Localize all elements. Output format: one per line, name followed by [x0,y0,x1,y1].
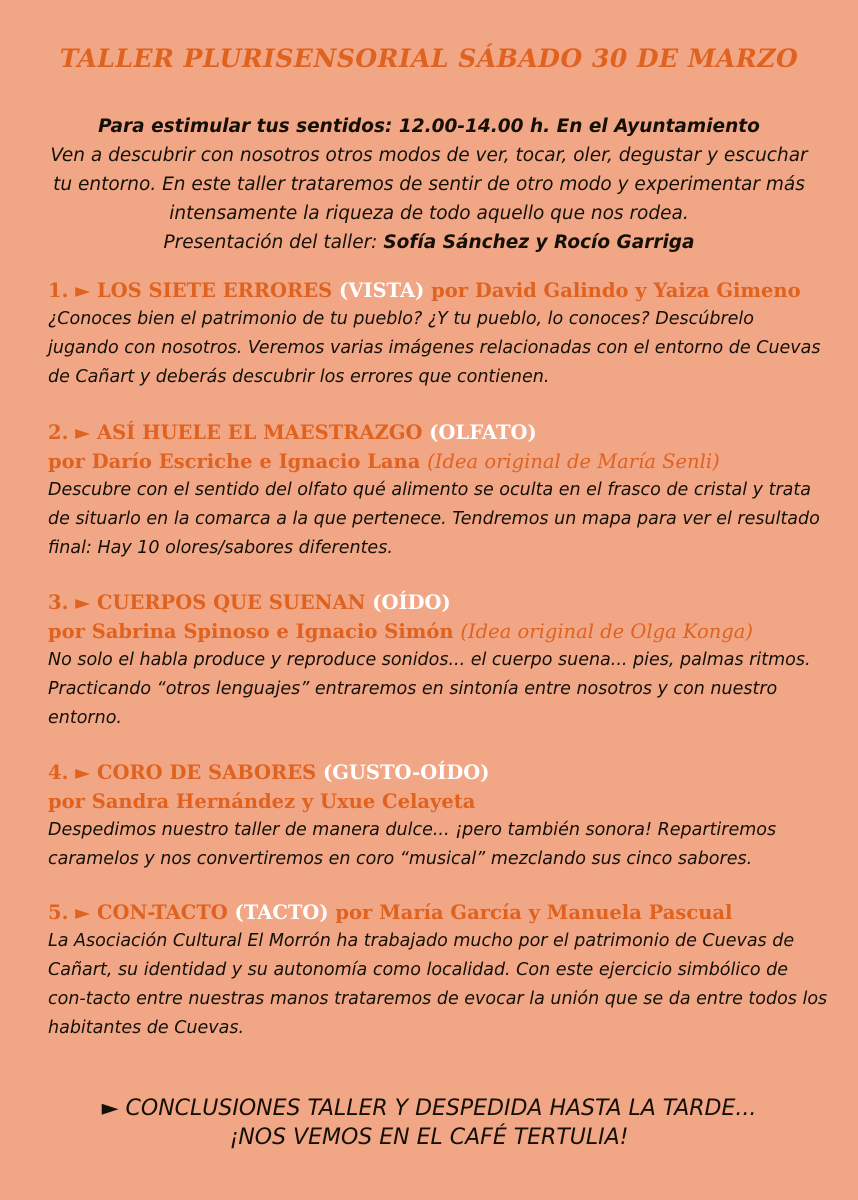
section-subheading [48,787,828,816]
section-number: 2. [48,421,69,444]
section-authors: por Sandra Hernández y Uxue Celayeta [48,790,476,813]
section-heading [48,276,828,305]
arrow-icon: ► [75,591,91,614]
section-sense: (VISTA) [338,279,425,302]
closing-line-2: ¡NOS VEMOS EN EL CAFÉ TERTULIA! [229,1125,629,1150]
section-number: 3. [48,591,69,614]
arrow-icon: ► [75,279,91,302]
intro-presentation [40,228,818,257]
section-heading [48,418,828,447]
arrow-icon: ► [75,421,91,444]
closing-text: CONCLUSIONES TALLER Y DESPEDIDA HASTA LA TARDE... [125,1096,757,1121]
section-idea: (Idea original de Olga Konga) [460,620,753,643]
closing-block [0,1094,858,1152]
section-number: 5. [48,901,69,924]
section-authors: por María García y Manuela Pascual [335,901,733,924]
section-sense: (GUSTO-OÍDO) [323,761,490,784]
section-authors: por Sabrina Spinoso e Ignacio Simón [48,620,454,643]
section-number: 1. [48,279,69,302]
arrow-icon: ► [75,901,91,924]
section-body: No solo el habla produce y reproduce sonidos... el cuerpo suena... pies, palmas ritmos. Practicando “otros lenguajes” entraremos en sintonía entre nosotros y con nuestro entorno. [48,650,811,728]
section-subheading [48,617,828,646]
poster-title: TALLER PLURISENSORIAL SÁBADO 30 DE MARZO [59,44,799,73]
presenters: Sofía Sánchez y Rocío Garriga [383,232,695,253]
section-olfato [48,418,828,563]
arrow-icon: ► [101,1096,119,1121]
section-title: ASÍ HUELE EL MAESTRAZGO [96,421,423,444]
section-oido [48,588,828,733]
section-authors: por David Galindo y Yaiza Gimeno [431,279,801,302]
section-title: CON-TACTO [96,901,228,924]
section-vista [48,276,828,392]
section-heading [48,898,828,927]
section-title: CUERPOS QUE SUENAN [96,591,366,614]
section-number: 4. [48,761,69,784]
section-body: La Asociación Cultural El Morrón ha trabajado mucho por el patrimonio de Cuevas de Cañart, su identidad y su autonomía como localidad. Con este ejercicio simbólico de con-tacto entre nuestras manos trataremos de evocar la unión que se da entre todos los habitantes de Cuevas. [48,931,828,1038]
section-heading [48,588,828,617]
section-tacto [48,898,828,1043]
section-idea: (Idea original de María Senli) [427,450,720,473]
section-sense: (TACTO) [234,901,329,924]
intro-lead: Para estimular tus sentidos: 12.00-14.00 h. En el Ayuntamiento [98,116,760,137]
section-gusto-oido [48,758,828,874]
section-heading [48,758,828,787]
intro-block [40,112,818,257]
section-sense: (OLFATO) [429,421,537,444]
section-title: LOS SIETE ERRORES [96,279,333,302]
section-title: CORO DE SABORES [96,761,317,784]
arrow-icon: ► [75,761,91,784]
intro-text: Ven a descubrir con nosotros otros modos de ver, tocar, oler, degustar y escuchar tu entorno. En este taller trataremos de sentir de otro modo y experimentar más intensamente la riqueza de todo aquello que nos rodea. [50,145,808,224]
section-body: Descubre con el sentido del olfato qué alimento se oculta en el frasco de cristal y trata de situarlo en la comarca a la que pertenece. Tendremos un mapa para ver el resultado final: Hay 10 olores/sabores diferentes. [48,480,820,558]
section-authors: por Darío Escriche e Ignacio Lana [48,450,421,473]
section-body: Despedimos nuestro taller de manera dulce... ¡pero también sonora! Repartiremos caramelos y nos convertiremos en coro “musical” mezclando sus cinco sabores. [48,820,777,869]
closing-line-1 [0,1094,858,1123]
section-subheading [48,447,828,476]
section-sense: (OÍDO) [372,591,451,614]
presentation-label: Presentación del taller: [163,232,378,253]
section-body: ¿Conoces bien el patrimonio de tu pueblo? ¿Y tu pueblo, lo conoces? Descúbrelo jugando con nosotros. Veremos varias imágenes relacionadas con el entorno de Cuevas de Cañart y deberás descubrir los errores que contienen. [48,309,821,387]
